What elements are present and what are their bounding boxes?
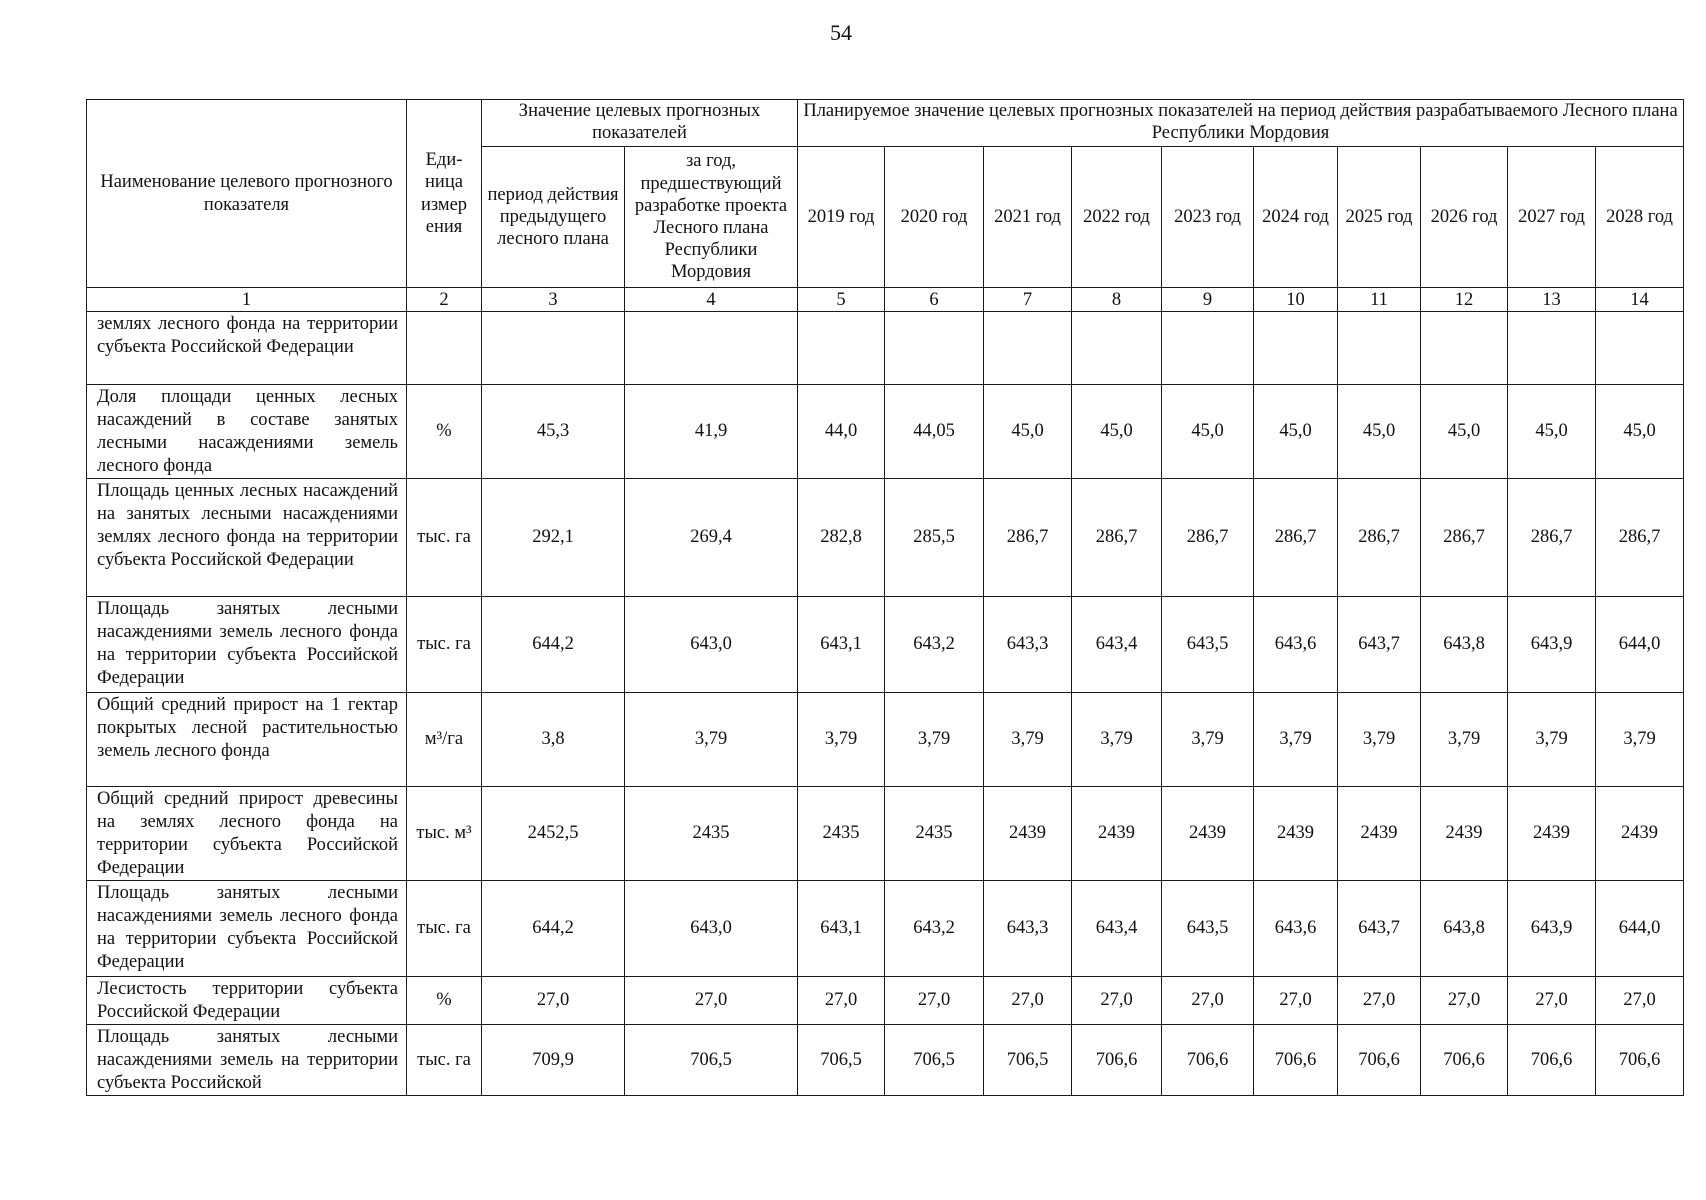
previous-plan-value-cell <box>482 312 625 385</box>
year-value-cell: 706,6 <box>1596 1025 1684 1096</box>
previous-plan-value-cell: 644,2 <box>482 597 625 693</box>
year-value-cell: 643,8 <box>1421 597 1508 693</box>
indicator-name-cell: Площадь занятых лесными насаждениями земель лесного фонда на территории субъекта Российской Федерации <box>87 881 407 977</box>
year-value-cell: 27,0 <box>1421 977 1508 1025</box>
year-value-cell: 706,6 <box>1421 1025 1508 1096</box>
year-value-cell: 45,0 <box>1421 385 1508 479</box>
year-value-cell: 643,3 <box>984 881 1072 977</box>
year-value-cell: 2439 <box>1596 787 1684 881</box>
year-value-cell <box>1421 312 1508 385</box>
year-value-cell: 3,79 <box>798 693 885 787</box>
indicator-name-cell: Общий средний прирост древесины на землях лесного фонда на территории субъекта Российской Федерации <box>87 787 407 881</box>
indicator-name-cell: Доля площади ценных лесных насаждений в составе занятых лесными насаждениями земель лесного фонда <box>87 385 407 479</box>
header-previous-plan-period: период действия предыдущего лесного плана <box>482 147 625 288</box>
column-number: 11 <box>1338 288 1421 312</box>
year-value-cell: 45,0 <box>1162 385 1254 479</box>
year-value-cell: 643,3 <box>984 597 1072 693</box>
column-number: 9 <box>1162 288 1254 312</box>
year-value-cell: 643,2 <box>885 881 984 977</box>
year-value-cell: 643,4 <box>1072 881 1162 977</box>
year-value-cell <box>1162 312 1254 385</box>
year-value-cell: 643,7 <box>1338 881 1421 977</box>
indicator-name-cell: Лесистость территории субъекта Российской Федерации <box>87 977 407 1025</box>
year-value-cell: 286,7 <box>1162 479 1254 597</box>
table-row <box>87 1025 1684 1096</box>
year-value-cell: 27,0 <box>798 977 885 1025</box>
previous-plan-value-cell: 3,8 <box>482 693 625 787</box>
year-value-cell: 643,1 <box>798 597 885 693</box>
header-previous-year: за год, предшествующий разработке проекта Лесного плана Республики Мордовия <box>625 147 798 288</box>
year-value-cell: 706,6 <box>1162 1025 1254 1096</box>
indicator-name-cell: Общий средний прирост на 1 гектар покрытых лесной растительностью земель лесного фонда <box>87 693 407 787</box>
year-value-cell: 27,0 <box>885 977 984 1025</box>
year-value-cell: 44,05 <box>885 385 984 479</box>
year-value-cell: 2439 <box>1508 787 1596 881</box>
year-value-cell: 2439 <box>1162 787 1254 881</box>
header-year: 2028 год <box>1596 147 1684 288</box>
previous-year-value-cell <box>625 312 798 385</box>
column-number: 8 <box>1072 288 1162 312</box>
table-row <box>87 881 1684 977</box>
column-number: 14 <box>1596 288 1684 312</box>
column-number: 3 <box>482 288 625 312</box>
unit-cell: % <box>407 385 482 479</box>
year-value-cell: 643,6 <box>1254 597 1338 693</box>
year-value-cell: 706,6 <box>1254 1025 1338 1096</box>
year-value-cell: 643,7 <box>1338 597 1421 693</box>
year-value-cell: 286,7 <box>1596 479 1684 597</box>
year-value-cell: 2435 <box>798 787 885 881</box>
year-value-cell: 643,4 <box>1072 597 1162 693</box>
header-year: 2021 год <box>984 147 1072 288</box>
year-value-cell: 27,0 <box>1254 977 1338 1025</box>
header-target-values: Значение целевых прогнозных показателей <box>482 100 798 147</box>
previous-plan-value-cell: 45,3 <box>482 385 625 479</box>
unit-cell: тыс. га <box>407 597 482 693</box>
year-value-cell: 286,7 <box>1508 479 1596 597</box>
column-number: 12 <box>1421 288 1508 312</box>
year-value-cell: 643,1 <box>798 881 885 977</box>
previous-year-value-cell: 706,5 <box>625 1025 798 1096</box>
previous-year-value-cell: 3,79 <box>625 693 798 787</box>
header-year: 2024 год <box>1254 147 1338 288</box>
year-value-cell: 706,5 <box>885 1025 984 1096</box>
year-value-cell <box>1072 312 1162 385</box>
year-value-cell: 643,2 <box>885 597 984 693</box>
previous-year-value-cell: 41,9 <box>625 385 798 479</box>
year-value-cell: 45,0 <box>1072 385 1162 479</box>
indicator-name-cell: Площадь занятых лесными насаждениями земель на территории субъекта Российской <box>87 1025 407 1096</box>
year-value-cell: 2439 <box>984 787 1072 881</box>
year-value-cell: 45,0 <box>1508 385 1596 479</box>
year-value-cell <box>1254 312 1338 385</box>
previous-year-value-cell: 643,0 <box>625 597 798 693</box>
year-value-cell: 286,7 <box>1338 479 1421 597</box>
page-number: 54 <box>830 20 852 45</box>
year-value-cell: 3,79 <box>1072 693 1162 787</box>
forecast-indicators-table <box>86 99 1684 1096</box>
unit-cell: % <box>407 977 482 1025</box>
year-value-cell: 286,7 <box>1072 479 1162 597</box>
year-value-cell: 643,9 <box>1508 881 1596 977</box>
table-row <box>87 312 1684 385</box>
year-value-cell: 644,0 <box>1596 881 1684 977</box>
column-number: 1 <box>87 288 407 312</box>
table-row <box>87 479 1684 597</box>
header-unit: Еди-ница измер ения <box>407 100 482 288</box>
year-value-cell: 3,79 <box>1338 693 1421 787</box>
year-value-cell: 643,5 <box>1162 597 1254 693</box>
table-body <box>87 288 1684 1096</box>
previous-year-value-cell: 2435 <box>625 787 798 881</box>
column-number-row <box>87 288 1684 312</box>
year-value-cell: 2439 <box>1338 787 1421 881</box>
header-year: 2020 год <box>885 147 984 288</box>
year-value-cell: 27,0 <box>1508 977 1596 1025</box>
column-number: 2 <box>407 288 482 312</box>
year-value-cell: 27,0 <box>1072 977 1162 1025</box>
column-number: 7 <box>984 288 1072 312</box>
header-indicator-name: Наименование целевого прогнозного показателя <box>87 100 407 288</box>
unit-cell: тыс. га <box>407 479 482 597</box>
year-value-cell: 3,79 <box>1254 693 1338 787</box>
indicator-name-cell: землях лесного фонда на территории субъекта Российской Федерации <box>87 312 407 385</box>
table-row <box>87 597 1684 693</box>
header-year: 2027 год <box>1508 147 1596 288</box>
year-value-cell: 286,7 <box>1421 479 1508 597</box>
year-value-cell: 706,6 <box>1338 1025 1421 1096</box>
table-row <box>87 693 1684 787</box>
previous-year-value-cell: 643,0 <box>625 881 798 977</box>
year-value-cell: 2439 <box>1421 787 1508 881</box>
year-value-cell: 706,6 <box>1508 1025 1596 1096</box>
year-value-cell: 3,79 <box>1508 693 1596 787</box>
year-value-cell: 643,5 <box>1162 881 1254 977</box>
year-value-cell: 643,6 <box>1254 881 1338 977</box>
year-value-cell: 2439 <box>1072 787 1162 881</box>
previous-year-value-cell: 269,4 <box>625 479 798 597</box>
column-number: 5 <box>798 288 885 312</box>
previous-plan-value-cell: 709,9 <box>482 1025 625 1096</box>
year-value-cell: 286,7 <box>984 479 1072 597</box>
year-value-cell: 3,79 <box>1421 693 1508 787</box>
table-row <box>87 787 1684 881</box>
year-value-cell: 3,79 <box>1162 693 1254 787</box>
year-value-cell: 706,5 <box>984 1025 1072 1096</box>
year-value-cell: 27,0 <box>1338 977 1421 1025</box>
previous-year-value-cell: 27,0 <box>625 977 798 1025</box>
year-value-cell: 45,0 <box>984 385 1072 479</box>
header-year: 2019 год <box>798 147 885 288</box>
column-number: 4 <box>625 288 798 312</box>
header-planned-values: Планируемое значение целевых прогнозных показателей на период действия разрабатываемого Лесного плана Республики Мордовия <box>798 100 1684 147</box>
year-value-cell <box>798 312 885 385</box>
year-value-cell <box>1596 312 1684 385</box>
column-number: 10 <box>1254 288 1338 312</box>
previous-plan-value-cell: 2452,5 <box>482 787 625 881</box>
header-year: 2026 год <box>1421 147 1508 288</box>
year-value-cell: 27,0 <box>1596 977 1684 1025</box>
previous-plan-value-cell: 27,0 <box>482 977 625 1025</box>
previous-plan-value-cell: 644,2 <box>482 881 625 977</box>
year-value-cell: 706,6 <box>1072 1025 1162 1096</box>
year-value-cell: 3,79 <box>1596 693 1684 787</box>
previous-plan-value-cell: 292,1 <box>482 479 625 597</box>
indicator-name-cell: Площадь ценных лесных насаждений на занятых лесными насаждениями землях лесного фонда на территории субъекта Российской Федерации <box>87 479 407 597</box>
year-value-cell: 285,5 <box>885 479 984 597</box>
unit-cell: тыс. га <box>407 1025 482 1096</box>
indicator-name-cell: Площадь занятых лесными насаждениями земель лесного фонда на территории субъекта Российской Федерации <box>87 597 407 693</box>
header-year: 2023 год <box>1162 147 1254 288</box>
year-value-cell: 3,79 <box>885 693 984 787</box>
year-value-cell: 27,0 <box>1162 977 1254 1025</box>
column-number: 13 <box>1508 288 1596 312</box>
table-row <box>87 977 1684 1025</box>
year-value-cell <box>1338 312 1421 385</box>
unit-cell: тыс. м³ <box>407 787 482 881</box>
year-value-cell: 2439 <box>1254 787 1338 881</box>
year-value-cell <box>1508 312 1596 385</box>
year-value-cell: 27,0 <box>984 977 1072 1025</box>
year-value-cell: 286,7 <box>1254 479 1338 597</box>
unit-cell: м³/га <box>407 693 482 787</box>
year-value-cell: 706,5 <box>798 1025 885 1096</box>
header-year: 2022 год <box>1072 147 1162 288</box>
column-number: 6 <box>885 288 984 312</box>
unit-cell: тыс. га <box>407 881 482 977</box>
year-value-cell: 643,8 <box>1421 881 1508 977</box>
year-value-cell: 45,0 <box>1254 385 1338 479</box>
unit-cell <box>407 312 482 385</box>
year-value-cell: 3,79 <box>984 693 1072 787</box>
year-value-cell: 45,0 <box>1596 385 1684 479</box>
year-value-cell: 44,0 <box>798 385 885 479</box>
header-year: 2025 год <box>1338 147 1421 288</box>
year-value-cell: 45,0 <box>1338 385 1421 479</box>
year-value-cell: 644,0 <box>1596 597 1684 693</box>
year-value-cell: 2435 <box>885 787 984 881</box>
year-value-cell: 643,9 <box>1508 597 1596 693</box>
year-value-cell <box>885 312 984 385</box>
table-row <box>87 385 1684 479</box>
year-value-cell <box>984 312 1072 385</box>
year-value-cell: 282,8 <box>798 479 885 597</box>
